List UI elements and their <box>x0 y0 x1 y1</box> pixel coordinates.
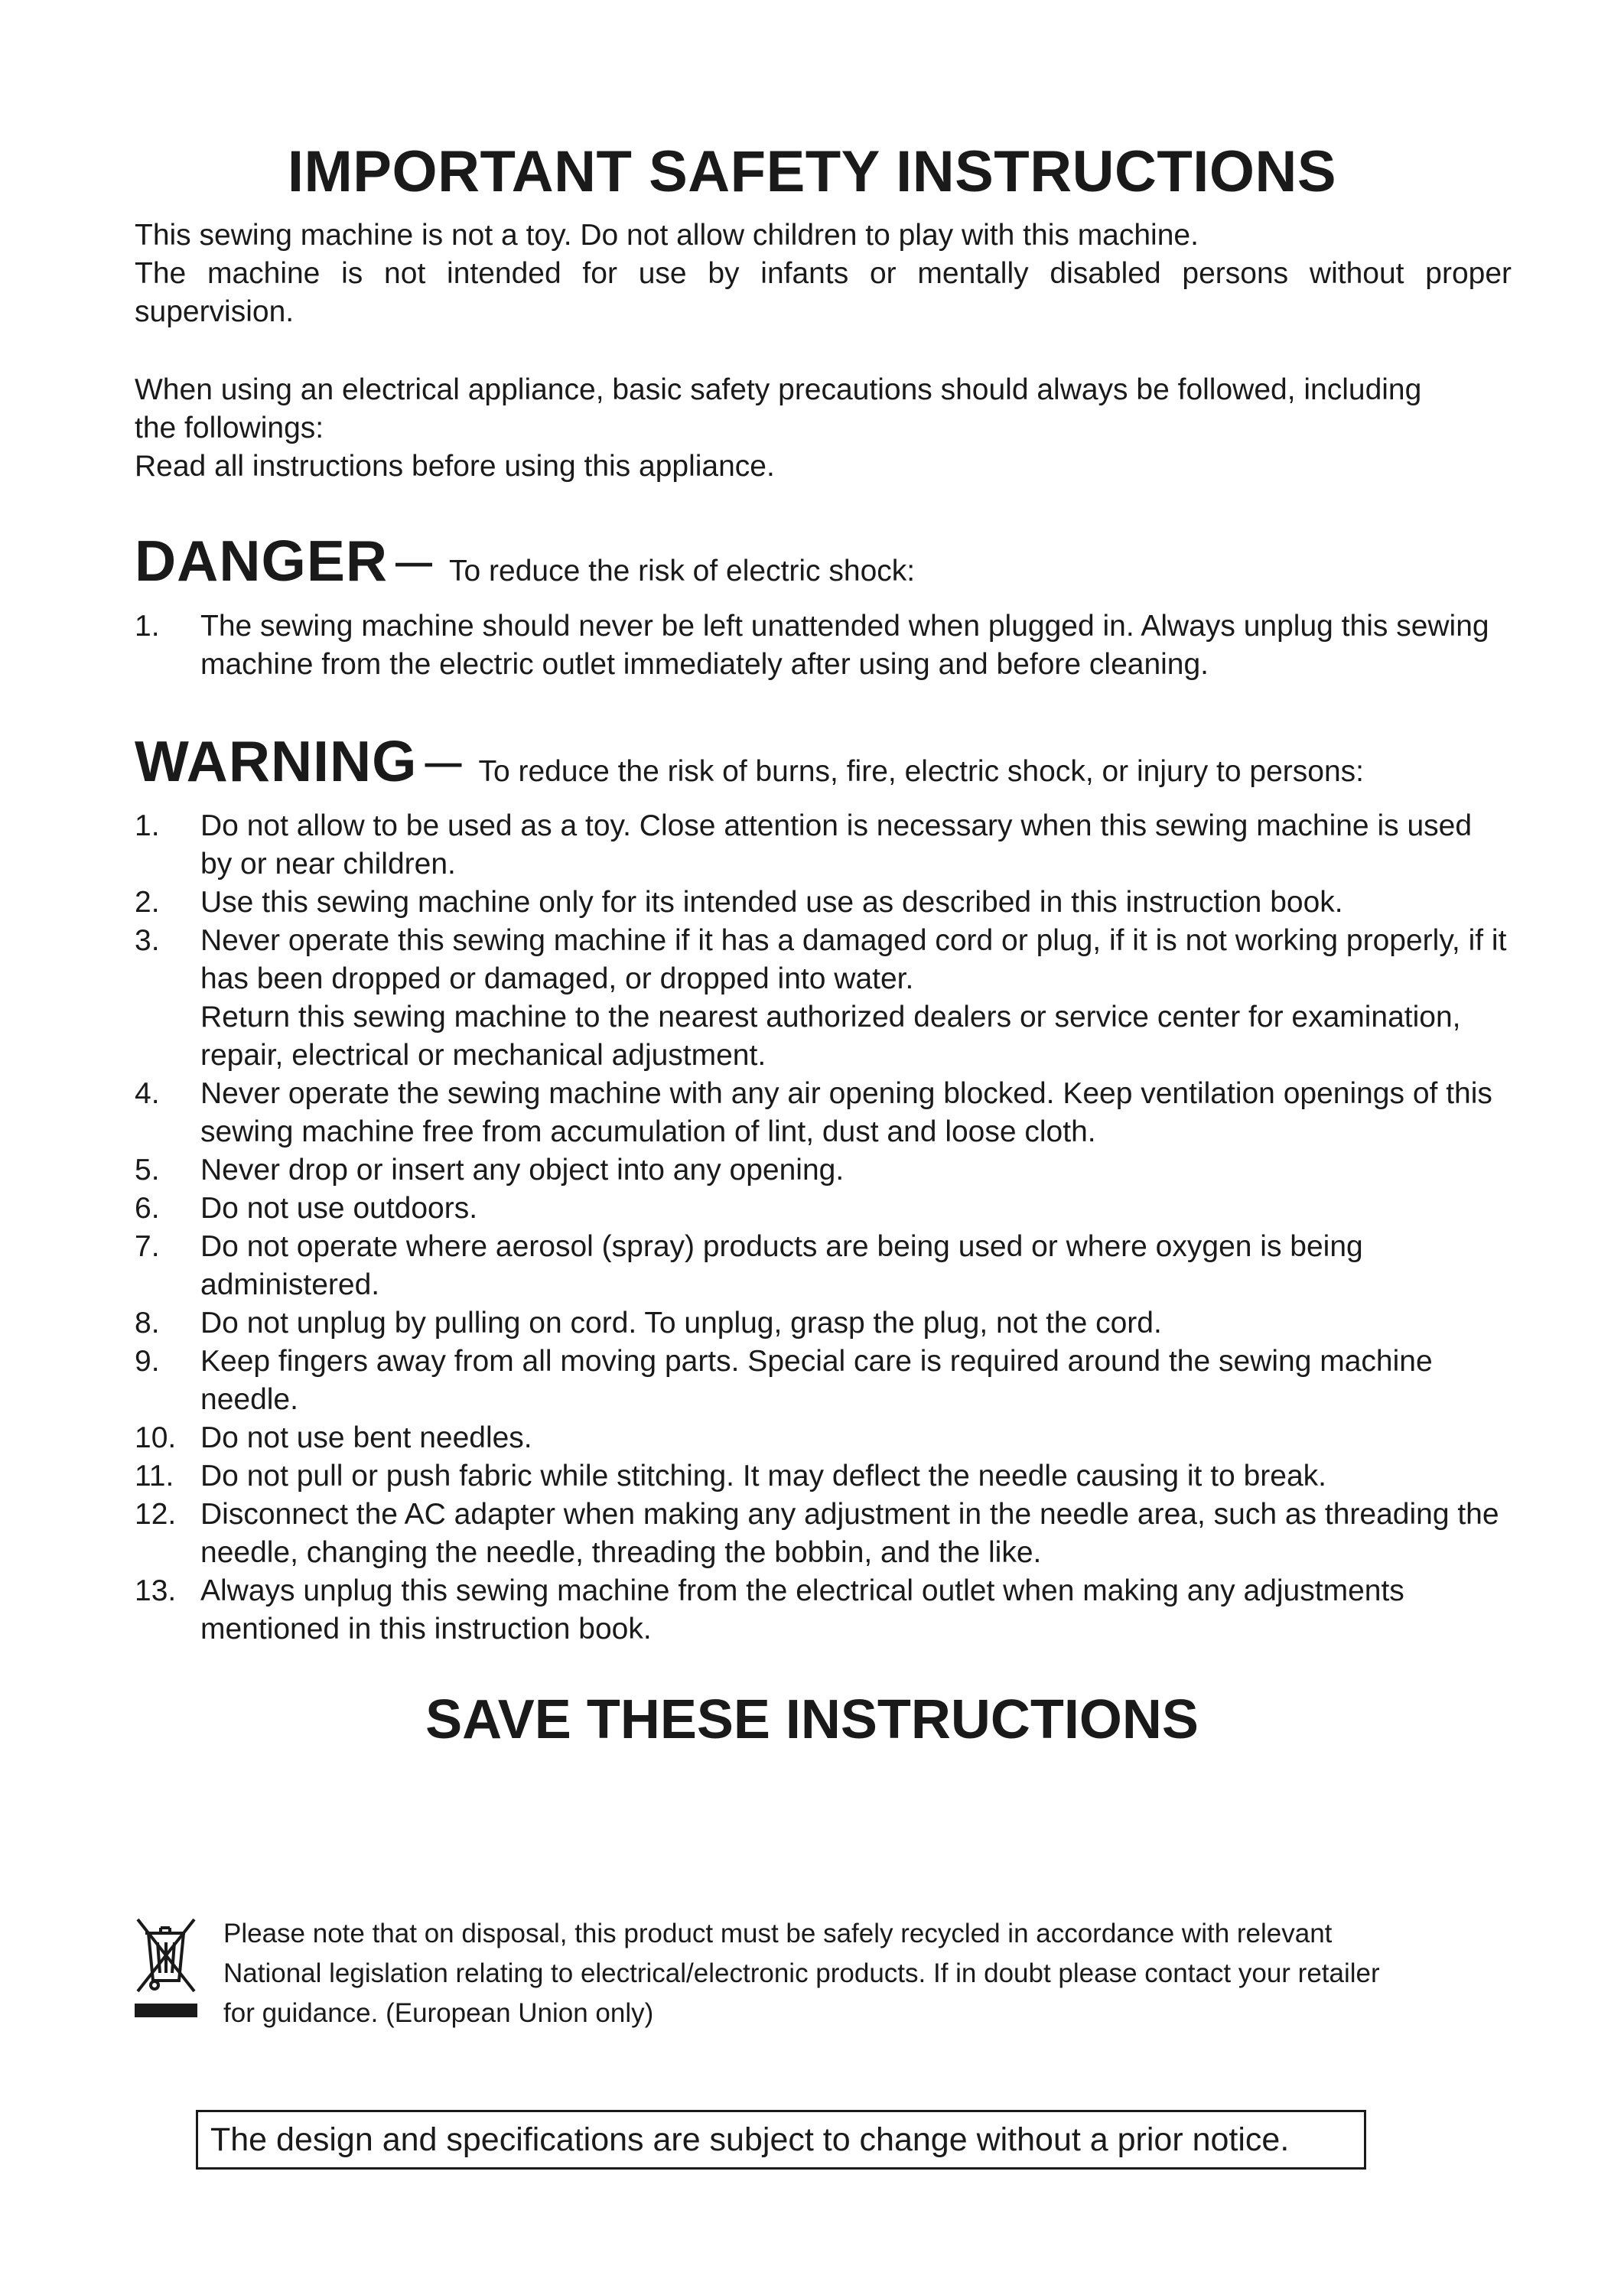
item-extra-text: Return this sewing machine to the nearest authorized dealers or service center for examination, repair, electrical or mechanical adjustment. <box>200 1001 1461 1072</box>
item-text: Disconnect the AC adapter when making any adjustment in the needle area, such as threading the needle, changing the needle, threading the bobbin, and the like. <box>200 1498 1499 1569</box>
crossed-out-wheelie-bin-icon <box>135 1916 197 2017</box>
warning-dash: — <box>425 743 462 783</box>
item-text: Do not allow to be used as a toy. Close attention is necessary when this sewing machine is used by or near children. <box>200 809 1473 881</box>
list-item <box>135 1190 1512 1228</box>
intro-line: the followings: <box>135 412 324 444</box>
item-number: 10. <box>135 1421 177 1454</box>
item-number: 11. <box>135 1460 174 1493</box>
danger-heading <box>135 528 1512 594</box>
specification-notice-box: The design and specifications are subject to change without a prior notice. <box>196 2110 1366 2170</box>
intro-line: supervision. <box>135 295 295 328</box>
save-instructions-heading: SAVE THESE INSTRUCTIONS <box>425 1689 1199 1750</box>
page-title: IMPORTANT SAFETY INSTRUCTIONS <box>287 139 1337 204</box>
warning-list <box>135 807 1512 1649</box>
disposal-notice <box>223 1914 1524 2033</box>
item-text: Use this sewing machine only for its intended use as described in this instruction book. <box>200 886 1343 919</box>
intro-paragraph-1 <box>135 216 1512 331</box>
disposal-line: for guidance. (European Union only) <box>223 1998 654 2028</box>
danger-label: DANGER <box>135 529 389 593</box>
item-number: 5. <box>135 1154 160 1187</box>
disposal-line: National legislation relating to electrical/electronic products. If in doubt please contact your retailer <box>223 1958 1380 1988</box>
item-text: Do not pull or push fabric while stitching. It may deflect the needle causing it to break. <box>200 1460 1326 1493</box>
list-item <box>135 1228 1512 1304</box>
warning-heading <box>135 728 1512 794</box>
item-number: 13. <box>135 1574 177 1607</box>
item-text: Always unplug this sewing machine from the electrical outlet when making any adjustments mentioned in this instruction book. <box>200 1574 1404 1646</box>
item-number: 6. <box>135 1192 160 1225</box>
item-number: 1. <box>135 809 160 842</box>
item-number: 3. <box>135 924 160 957</box>
list-item <box>135 884 1512 922</box>
danger-subtitle: To reduce the risk of electric shock: <box>449 555 916 588</box>
intro-line: Read all instructions before using this appliance. <box>135 450 775 483</box>
list-item <box>135 1151 1512 1190</box>
warning-subtitle: To reduce the risk of burns, fire, electric shock, or injury to persons: <box>478 755 1364 788</box>
warning-label: WARNING <box>135 729 418 793</box>
item-text: The sewing machine should never be left unattended when plugged in. Always unplug this sewing machine from the electric outlet immediately after using and before cleaning. <box>200 610 1489 681</box>
list-item <box>135 1075 1512 1151</box>
list-item <box>135 922 1512 1075</box>
list-item <box>135 607 1512 684</box>
intro-line: This sewing machine is not a toy. Do not allow children to play with this machine. <box>135 219 1199 252</box>
list-item <box>135 1457 1512 1496</box>
item-number: 2. <box>135 886 160 919</box>
list-item <box>135 807 1512 884</box>
item-text: Do not use bent needles. <box>200 1421 532 1454</box>
item-text: Never operate the sewing machine with any air opening blocked. Keep ventilation openings of this sewing machine free from accumulation of lint, dust and loose cloth. <box>200 1077 1492 1148</box>
item-number: 7. <box>135 1230 160 1263</box>
item-text: Never operate this sewing machine if it has a damaged cord or plug, if it is not working properly, if it has been dropped or damaged, or dropped into water. <box>200 924 1507 995</box>
list-item <box>135 1304 1512 1343</box>
danger-list <box>135 607 1512 684</box>
item-number: 8. <box>135 1307 160 1340</box>
item-text: Do not operate where aerosol (spray) products are being used or where oxygen is being administered. <box>200 1230 1363 1301</box>
intro-line: When using an electrical appliance, basic safety precautions should always be followed, including <box>135 373 1422 406</box>
item-number: 1. <box>135 610 160 643</box>
list-item <box>135 1419 1512 1457</box>
item-text: Keep fingers away from all moving parts. Special care is required around the sewing machine needle. <box>200 1345 1433 1416</box>
list-item <box>135 1496 1512 1572</box>
item-number: 4. <box>135 1077 160 1110</box>
danger-dash: — <box>395 542 433 583</box>
item-number: 9. <box>135 1345 160 1378</box>
list-item <box>135 1572 1512 1649</box>
item-number: 12. <box>135 1498 177 1531</box>
disposal-line: Please note that on disposal, this product must be safely recycled in accordance with relevant <box>223 1919 1333 1948</box>
item-text: Do not use outdoors. <box>200 1192 478 1225</box>
item-text: Never drop or insert any object into any opening. <box>200 1154 845 1187</box>
item-text: Do not unplug by pulling on cord. To unplug, grasp the plug, not the cord. <box>200 1307 1162 1340</box>
intro-paragraph-2 <box>135 371 1512 486</box>
intro-line: The machine is not intended for use by infants or mentally disabled persons without proper <box>135 257 1512 290</box>
list-item <box>135 1343 1512 1419</box>
